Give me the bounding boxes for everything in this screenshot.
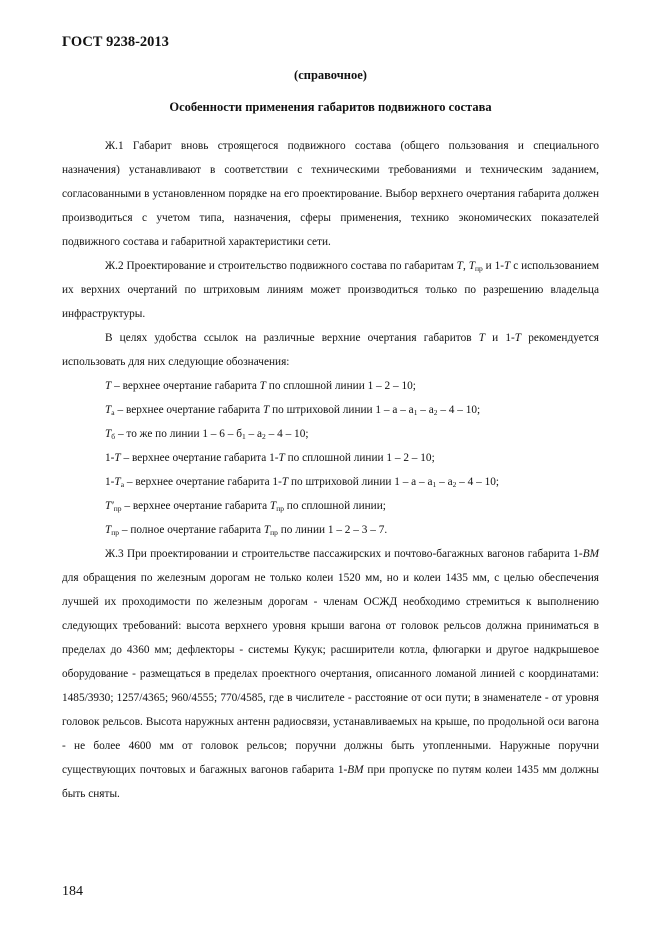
list-item: $1-Т_а$ – верхнее очертание габарита 1-Т по штриховой линии 1 – а – $а_1 - а_2 - 4 - 10$;	[105, 476, 500, 489]
document-header: ГОСТ 9238-2013	[62, 34, 169, 50]
section-title: Особенности применения габаритов подвижного состава	[169, 100, 492, 114]
paragraph-zh3: Ж.3 При проектировании и строительстве пассажирских и почтово-багажных вагонов габарита 1-ВМ для обращения по железным дорогам не только колеи 1520 мм, но и колеи 1435 мм, с целью обеспечения лучшей их проходимости по железным дорогам - членам ОСЖД необходимо стремиться к выполнению следующих требований: высота верхнего уровня крыши вагона от головок рельсов должна приниматься в пределах до 4360 мм; дефлекторы - системы Кукук; расширители котла, флюгарки и другое надкрышевое оборудование - размещаться в пределах проектного очертания, описанного ломаной линией с координатами: 1485/3930; 1257/4365; 960/4555; 770/4585, где в числителе - расстояние от оси пути; в знаменателе - от уровня головок рельсов. Высота наружных антенн радиосвязи, устанавливаемых на крыше, по продольной оси вагона - не более 4600 мм от головок рельсов; поручни должны быть утопленными. Наружные поручни существующих почтовых и багажных вагонов габарита 1-ВМ при пропуске по путям колеи 1435 мм должны быть сняты.	[62, 548, 599, 800]
list-item: 1-Т – верхнее очертание габарита 1-Т по сплошной линии 1 – 2 – 10;	[105, 452, 435, 464]
paragraph-designations: В целях удобства ссылок на различные верхние очертания габаритов Т и 1-Т рекомендуется использовать для них следующие обозначения:	[62, 332, 600, 368]
list-item: $Т'_{пр}$ – верхнее очертание габарита $Т_{пр}$ по сплошной линии;	[105, 500, 386, 513]
paragraph-zh1: Ж.1 Габарит вновь строящегося подвижного состава (общего пользования и специального назначения) устанавливают в соответствии с техническими требованиями и техническим заданием, согласованными в установленном порядке на его проектирование. Выбор верхнего очертания габарита должен производиться с учетом типа, назначения, сферы применения, технико экономических показателей подвижного состава и габаритной характеристики сети.	[62, 140, 599, 248]
list-item: $Т_а$ – верхнее очертание габарита Т по штриховой линии 1 – а – $а_1 - а_2 - 4 - 10$;	[105, 404, 481, 417]
body-text	[62, 134, 599, 806]
page-number: 184	[62, 884, 83, 899]
paragraph-zh2: Ж.2 Проектирование и строительство подвижного состава по габаритам Т, $Т_{пр}$ и 1-Т с использованием их верхних очертаний по штриховым линиям может производиться только по разрешению владельца инфраструктуры.	[62, 260, 599, 320]
appendix-subtitle: (справочное)	[294, 68, 367, 82]
list-item: $Т_б$ – то же по линии $1 - 6 - б_1 - а_2 - 4 - 10$;	[105, 428, 309, 441]
list-item: $Т_{пр}$ – полное очертание габарита $Т_{пр}$ по линии 1 – 2 – 3 – 7.	[105, 524, 388, 537]
list-item: Т – верхнее очертание габарита Т по сплошной линии 1 – 2 – 10;	[105, 380, 416, 392]
